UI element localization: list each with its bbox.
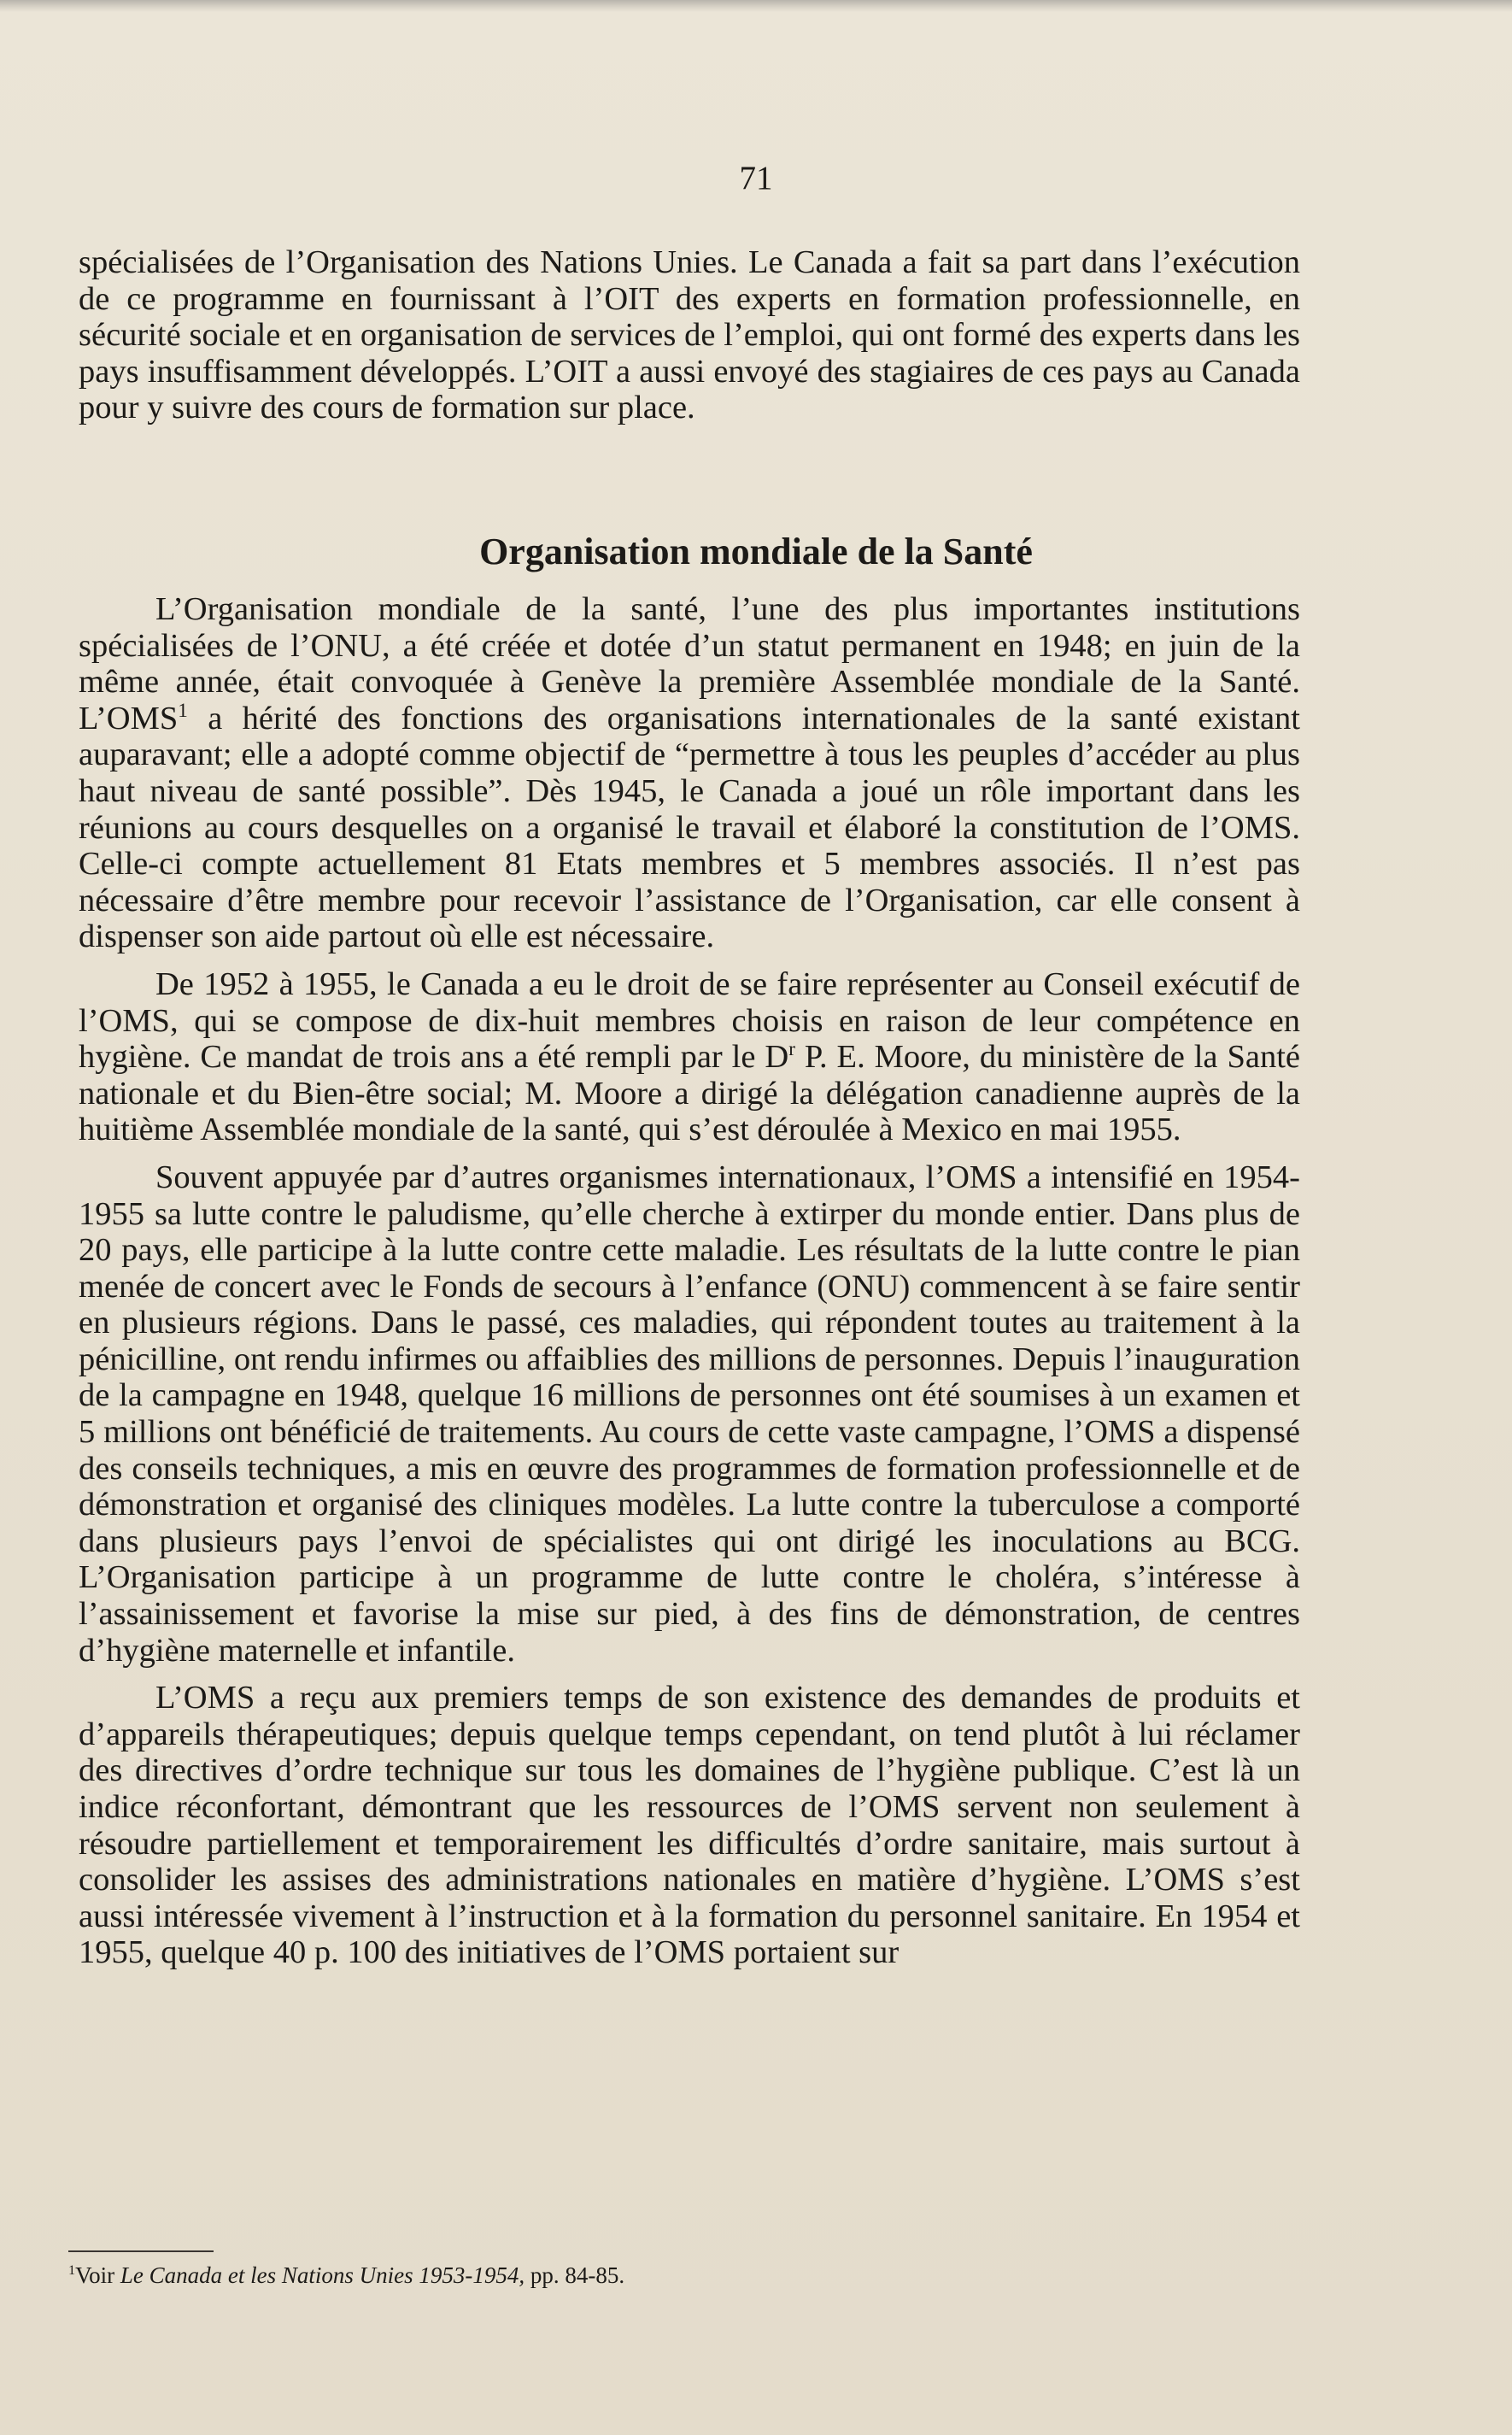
paragraph-3: Souvent appuyée par d’autres organismes internationaux, l’OMS a intensifié en 1954-1955 sa lutte contre le paludisme, qu’elle cherche à extirper du monde entier. Dans plus de 20 pays, elle participe à la lutte contre cette maladie. Les résultats de la lutte contre le pian menée de concert avec le Fonds de secours à l’enfance (ONU) commencent à se faire sentir en plusieurs régions. Dans le passé, ces maladies, qui répondent toutes au traitement à la pénicilline, ont rendu infirmes ou affaiblies des millions de personnes. Depuis l’inauguration de la campagne en 1948, quelque 16 millions de personnes ont été soumises à un examen et 5 millions ont bénéficié de traitements. Au cours de cette vaste campagne, l’OMS a dispensé des conseils techniques, a mis en œuvre des programmes de formation professionnelle et de démonstration et organisé des cliniques modèles. La lutte contre la tuberculose a comporté dans plusieurs pays l’envoi de spécialistes qui ont dirigé les inoculations au BCG. L’Organisation participe à un programme de lutte contre le choléra, s’intéresse à l’assainissement et favorise la mise sur pied, à des fins de démonstration, de centres d’hygiène maternelle et infantile. [79,1159,1300,1669]
paragraph-4: L’OMS a reçu aux premiers temps de son existence des demandes de produits et d’appareils thérapeutiques; depuis quelque temps cependant, on tend plutôt à lui réclamer des directives d’ordre technique sur tous les domaines de l’hygiène publique. C’est là un indice réconfortant, démontrant que les ressources de l’OMS servent non seulement à résoudre partiellement et temporairement les difficultés d’ordre sanitaire, mais surtout à consolider les assises des administrations nationales en matière d’hygiène. L’OMS s’est aussi intéressée vivement à l’instruction et à la formation du personnel sanitaire. En 1954 et 1955, quelque 40 p. 100 des initiatives de l’OMS portaient sur [79,1680,1300,1971]
footnote [68,2262,624,2289]
page-top-edge [0,0,1512,12]
paragraph-2-text-b: P. E. Moore, du ministère de la Santé nationale et du Bien-être social; M. Moore a dirigé la délégation canadienne auprès de la huitième Assemblée mondiale de la santé, qui s’est déroulée à Mexico en mai 1955. [79,1039,1300,1148]
doctor-abbreviation-superscript: r [788,1037,795,1060]
section-heading: Organisation mondiale de la Santé [479,531,1033,572]
section-body [79,591,1300,1982]
footnote-prefix: Voir [75,2262,120,2288]
footnote-title: Le Canada et les Nations Unies 1953-1954, [120,2262,525,2288]
footnote-suffix: pp. 84-85. [525,2262,625,2288]
paragraph-1 [79,591,1300,955]
paragraph-2 [79,966,1300,1148]
paragraph-2-text-a: De 1952 à 1955, le Canada a eu le droit de se faire représenter au Conseil exécutif de l’OMS, qui se compose de dix-huit membres choisis en raison de leur compétence en hygiène. Ce mandat de trois ans a été rempli par le D [79,965,1300,1076]
footnote-divider [68,2250,214,2252]
intro-text-block [79,244,1300,426]
page-number: 71 [739,160,773,197]
footnote-reference: 1 [178,698,188,721]
paragraph-1-text-b: a hérité des fonctions des organisations internationales de la santé existant auparavant; elle a adopté comme objectif de “permettre à tous les peuples d’accéder au plus haut niveau de santé possible”. Dès 1945, le Canada a joué un rôle important dans les réunions au cours desquelles on a organisé le travail et élaboré la constitution de l’OMS. Celle-ci compte actuellement 81 Etats membres et 5 membres associés. Il n’est pas nécessaire d’être membre pour recevoir l’assistance de l’Organisation, car elle consent à dispenser son aide partout où elle est nécessaire. [79,700,1300,955]
footnote-marker: 1 [68,2262,76,2278]
paragraph-1-text-a: L’Organisation mondiale de la santé, l’une des plus importantes institutions spécialisées de l’ONU, a été créée et dotée d’un statut permanent en 1948; en juin de la même année, était convoquée à Genève la première Assemblée mondiale de la Santé. L’OMS [79,591,1300,736]
intro-paragraph: spécialisées de l’Organisation des Nations Unies. Le Canada a fait sa part dans l’exécution de ce programme en fournissant à l’OIT des experts en formation professionnelle, en sécurité sociale et en organisation de services de l’emploi, qui ont formé des experts dans les pays insuffisamment développés. L’OIT a aussi envoyé des stagiaires de ces pays au Canada pour y suivre des cours de formation sur place. [79,244,1300,426]
